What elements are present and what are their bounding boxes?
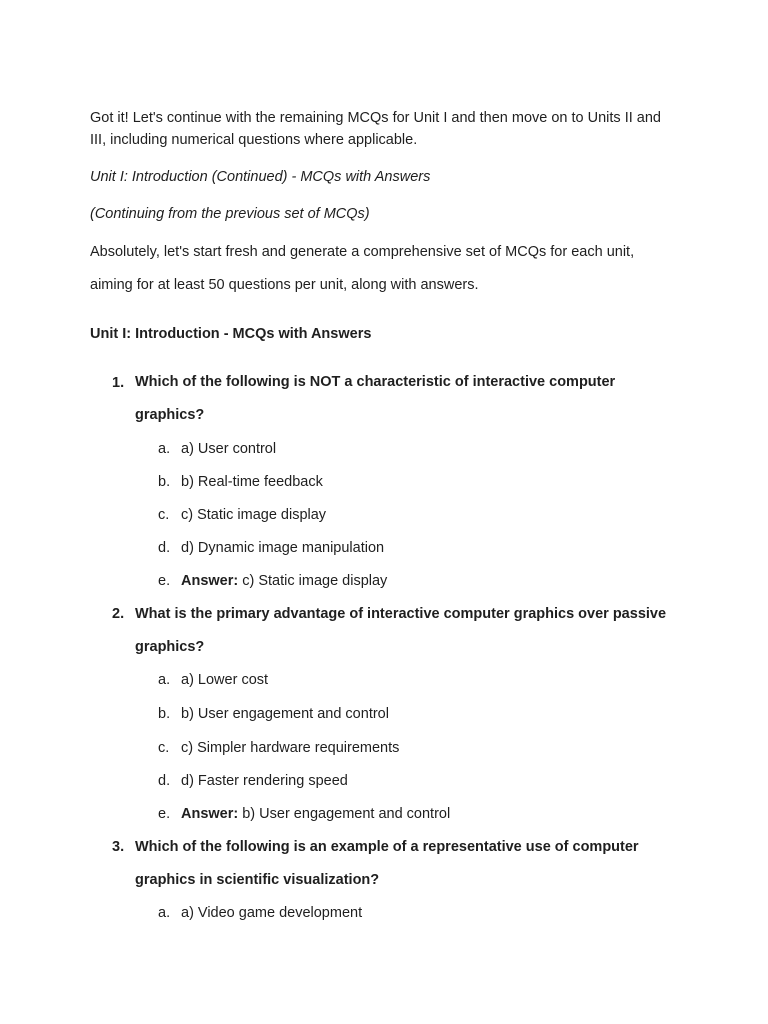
question-number: 3.: [112, 839, 125, 855]
answer-label: Answer:: [181, 806, 239, 822]
option-text: a) User control: [181, 441, 277, 457]
unit-heading: Unit I: Introduction - MCQs with Answers: [90, 326, 372, 342]
continuing-note: (Continuing from the previous set of MCQs): [90, 206, 370, 222]
answer-line: [181, 803, 681, 825]
question-text: What is the primary advantage of interactive computer graphics over passive graphics?: [135, 606, 667, 655]
option-text: b) User engagement and control: [181, 706, 389, 722]
option-text: d) Dynamic image manipulation: [181, 540, 385, 556]
option-letter: d.: [158, 773, 171, 789]
option-text: b) Real-time feedback: [181, 474, 323, 490]
option-letter: a.: [158, 441, 171, 457]
answer-line: [181, 570, 681, 592]
continued-heading: Unit I: Introduction (Continued) - MCQs with Answers: [90, 169, 431, 185]
option-letter: b.: [158, 474, 171, 490]
intro-paragraph: Got it! Let's continue with the remaining MCQs for Unit I and then move on to Units II and III, including numerical questions where applicable.: [90, 110, 661, 148]
option-letter: a.: [158, 672, 171, 688]
fresh-start-line-2: aiming for at least 50 questions per unit, along with answers.: [90, 277, 479, 293]
option-letter: d.: [158, 540, 171, 556]
option-text: a) Video game development: [181, 905, 363, 921]
answer-text: b) User engagement and control: [238, 806, 451, 822]
option-letter: c.: [158, 507, 170, 523]
option-text: c) Static image display: [181, 507, 327, 523]
option-text: c) Simpler hardware requirements: [181, 740, 400, 756]
answer-label: Answer:: [181, 573, 239, 589]
option-letter: a.: [158, 905, 171, 921]
answer-text: c) Static image display: [238, 573, 388, 589]
option-text: d) Faster rendering speed: [181, 773, 348, 789]
option-letter: c.: [158, 740, 170, 756]
answer-letter: e.: [158, 806, 171, 822]
question-text: Which of the following is an example of a representative use of computer graphics in scientific visualization?: [135, 839, 639, 888]
question-number: 1.: [112, 375, 125, 391]
fresh-start-line-1: Absolutely, let's start fresh and generate a comprehensive set of MCQs for each unit,: [90, 244, 635, 260]
option-text: a) Lower cost: [181, 672, 269, 688]
question-text: Which of the following is NOT a characteristic of interactive computer graphics?: [135, 374, 616, 423]
option-letter: b.: [158, 706, 171, 722]
answer-letter: e.: [158, 573, 171, 589]
question-number: 2.: [112, 606, 125, 622]
